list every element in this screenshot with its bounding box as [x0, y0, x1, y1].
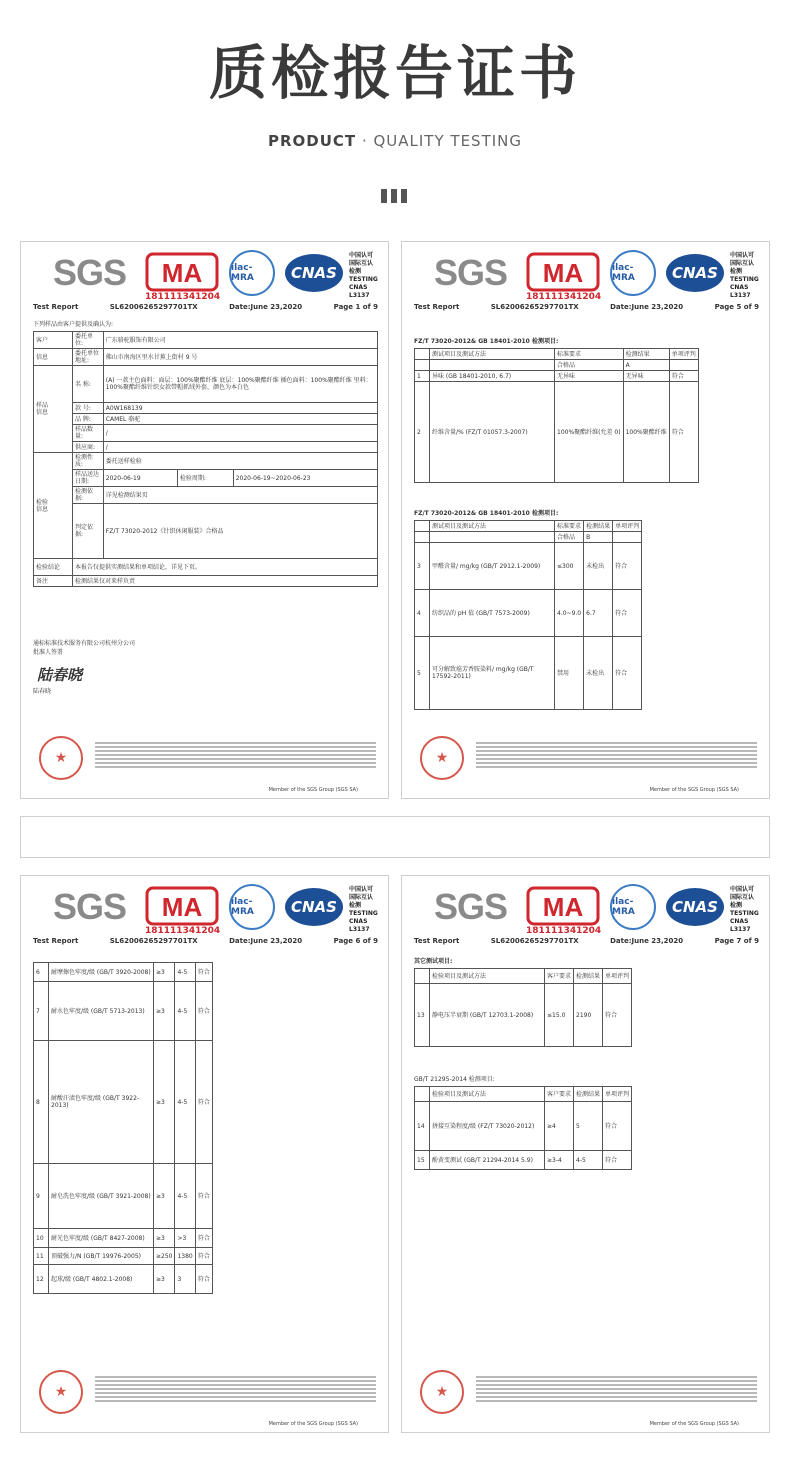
- colorfastness-table: 6 耐摩擦色牢度/级 (GB/T 3920-2008) ≥3 4-5 符合 7 耐水色牢度/级 (GB/T 5713-2013) ≥3 4-5 符合 8 耐酸汗渍色牢度/级 (GB/T 3922-2013) ≥3 4-5 符合 9 耐皂洗色牢度/级 (GB/T 3921-2008) ≥3 4-5 符合 10 耐光色牢度/级 (GB/T 8427-2008) ≥3 >3 符合 11 顶破强力/N (GB/T 19976-2005) ≥250 1380 符合 12 起球/级 (GB/T 4802.1-2008) ≥3 3 符合: [33, 962, 213, 1294]
- signature: 陆春晓: [37, 666, 83, 684]
- intro-text: 下列样品由客户提供及确认为:: [33, 321, 114, 328]
- cnas-text: 中国认可 国际互认 检测 TESTING CNAS L3137: [349, 886, 378, 933]
- logo-row: [33, 248, 380, 304]
- page-subtitle: [0, 132, 790, 150]
- gbt-21295-table: 检验项目及测试方法 客户要求 检测结果 单项评判 14 拼接互染程度/级 (FZ/T 73020-2012) ≥4 5 符合 15 酚黄变测试 (GB/T 21294-2014 5.9) ≥3-4 4-5 符合: [414, 1086, 632, 1170]
- company-name: 通标标准技术服务有限公司杭州分公司: [33, 640, 136, 647]
- cma-number: 181111341204: [526, 292, 602, 302]
- fine-print: [476, 740, 757, 770]
- report-header: Test Report SL62006265297701TX Date:June 23,2020 Page 6 of 9: [33, 937, 378, 945]
- cma-number: 181111341204: [145, 926, 221, 936]
- fine-print: [95, 740, 376, 770]
- svg-text:MA: MA: [161, 892, 203, 922]
- cnas-logo: CNAS: [666, 254, 724, 292]
- logo-row: [414, 248, 761, 304]
- subtitle-bold: PRODUCT: [268, 132, 357, 150]
- official-stamp-icon: ★: [39, 736, 83, 780]
- sgs-logo: SGS: [434, 252, 508, 293]
- member-footer: Member of the SGS Group (SGS SA): [649, 1421, 739, 1427]
- report-header: Test Report SL62006265297701TX Date:June 23,2020 Page 1 of 9: [33, 303, 378, 311]
- cnas-logo: CNAS: [666, 888, 724, 926]
- subtitle-text: QUALITY TESTING: [373, 132, 522, 150]
- cnas-text: 中国认可 国际互认 检测 TESTING CNAS L3137: [349, 252, 378, 299]
- signer-name: 陆春晓: [33, 688, 52, 695]
- fine-print: [95, 1374, 376, 1404]
- ilac-logo: ilac-MRA: [229, 250, 275, 296]
- ilac-logo: ilac-MRA: [610, 250, 656, 296]
- cma-logo-icon: [526, 252, 600, 292]
- other-tests-table: 检验项目及测试方法 客户要求 检测结果 单项评判 13 静电压半衰期 (GB/T 12703.1-2008) ≤15.0 2190 符合: [414, 968, 632, 1047]
- report-page-5: [401, 241, 770, 799]
- section-heading: GB/T 21295-2014 检测项目:: [414, 1076, 495, 1083]
- report-page-6: [20, 875, 389, 1433]
- test-results-table-b: 测试项目及测试方法 标准要求 检测结果 单项评判 合格品 B 3 甲醛含量/ mg/kg (GB/T 2912.1-2009) ≤300 未检出 符合 4 纺织品的 pH 值 (GB/T 7573-2009) 4.0~9.0 6.7 符合 5 可分解致癌芳香胺染料/ mg/kg (GB/T 17592-2011) 禁用 未检出 符合: [414, 520, 642, 710]
- subtitle-dot: ·: [356, 132, 374, 150]
- cma-logo-icon: [526, 886, 600, 926]
- official-stamp-icon: ★: [420, 736, 464, 780]
- official-stamp-icon: ★: [420, 1370, 464, 1414]
- approver-label: 批准人签署: [33, 649, 64, 656]
- cma-number: 181111341204: [145, 292, 221, 302]
- sample-info-table: 客户 委托单位: 广东骆驼服饰有限公司 信息 委托单位地址: 佛山市南海区里水甘蕉上街村 9 号 样品 信息 名 称: (A) 一款主色面料：面层：100%聚酯纤维 底层：100%聚酯纤维 插色面料：100%聚酯纤维 里料：100%聚酯纤维针织女款带帽抓绒外套，颜色为本白色 款 号: A0W168139 品 牌: CAMEL 骆驼 样品数量: / 供应商: / 检验 信息 检测性质: 委托送样检验 样品送达日期: 2020-06-19 检验周期: 2020-06-19~2020-06-23 检测依据: 详见检测结果页 判定依据: FZ/T 73020-2012《针织休闲服装》合格品 检验结论 本报告仅提供实测结果和单项结论，详见下页。 备注 检测结果仅对来样负责: [33, 331, 378, 587]
- ilac-logo: ilac-MRA: [610, 884, 656, 930]
- svg-text:MA: MA: [161, 258, 203, 288]
- sgs-logo: SGS: [53, 886, 127, 927]
- cnas-logo: CNAS: [285, 254, 343, 292]
- report-page-7: [401, 875, 770, 1433]
- cma-logo-icon: [145, 886, 219, 926]
- report-header: Test Report SL62006265297701TX Date:June 23,2020 Page 5 of 9: [414, 303, 759, 311]
- svg-text:MA: MA: [542, 258, 584, 288]
- member-footer: Member of the SGS Group (SGS SA): [649, 787, 739, 793]
- section-heading: FZ/T 73020-2012& GB 18401-2010 检测项目:: [414, 338, 559, 345]
- svg-text:MA: MA: [542, 892, 584, 922]
- sgs-logo: SGS: [434, 886, 508, 927]
- page-title: 质检报告证书: [208, 39, 581, 107]
- ilac-logo: ilac-MRA: [229, 884, 275, 930]
- cnas-text: 中国认可 国际互认 检测 TESTING CNAS L3137: [730, 886, 759, 933]
- member-footer: Member of the SGS Group (SGS SA): [268, 1421, 358, 1427]
- logo-row: [33, 882, 380, 938]
- cnas-logo: CNAS: [285, 888, 343, 926]
- report-page-1: [20, 241, 389, 799]
- section-heading: FZ/T 73020-2012& GB 18401-2010 检测项目:: [414, 510, 559, 517]
- fine-print: [476, 1374, 757, 1404]
- member-footer: Member of the SGS Group (SGS SA): [268, 787, 358, 793]
- sgs-logo: SGS: [53, 252, 127, 293]
- logo-row: [414, 882, 761, 938]
- cnas-text: 中国认可 国际互认 检测 TESTING CNAS L3137: [730, 252, 759, 299]
- separator-strip: [20, 816, 770, 858]
- section-heading: 其它测试项目:: [414, 958, 453, 965]
- report-header: Test Report SL62006265297701TX Date:June 23,2020 Page 7 of 9: [414, 937, 759, 945]
- cma-number: 181111341204: [526, 926, 602, 936]
- divider-bars-icon: [381, 189, 407, 203]
- test-results-table-a: 测试项目及测试方法 标准要求 检测结果 单项评判 合格品 A 1 异味 (GB 18401-2010, 6.7) 无异味 无异味 符合 2 纤维含量/% (FZ/T 01057.3-2007) 100%聚酯纤维(允差 0) 100%聚酯纤维 符合: [414, 348, 699, 483]
- official-stamp-icon: ★: [39, 1370, 83, 1414]
- cma-logo-icon: [145, 252, 219, 292]
